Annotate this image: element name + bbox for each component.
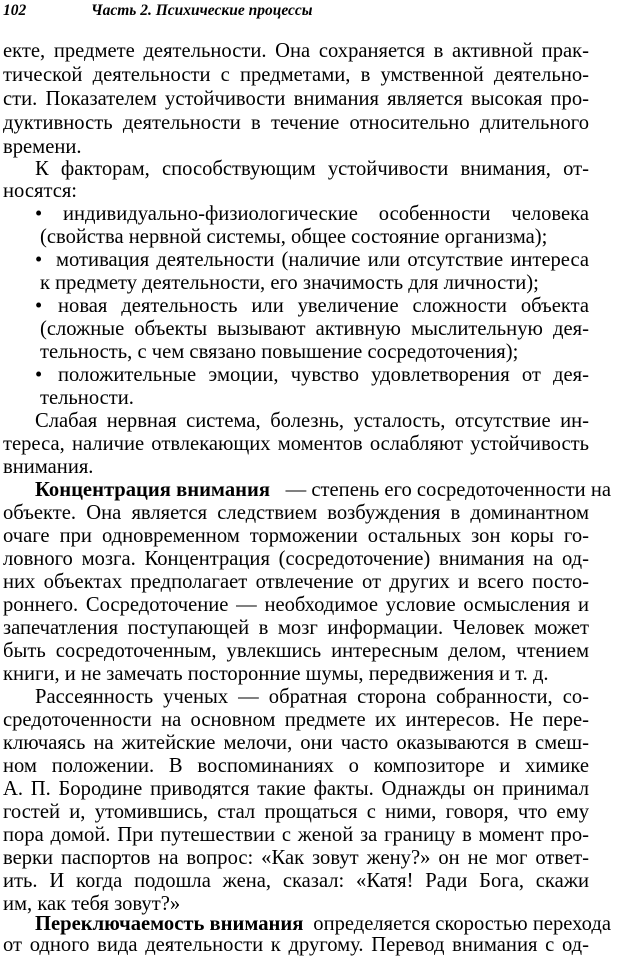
text-line: пора домой. При путешествии с женой за границу в момент про- [3,824,589,846]
running-header [3,2,443,24]
text-line: от одного вида деятельности к другому. Перевод внимания с од- [3,934,589,956]
text-line: времени. [3,136,82,158]
text-line: сти. Показателем устойчивости внимания является высокая про- [3,88,589,110]
text-line: ном положении. В воспоминаниях о композиторе и химике [3,755,589,777]
text-line: объекте. Она является следствием возбуждения в доминантном [3,502,589,524]
term-definition: определяется скоростью перехода [313,913,611,935]
text-line: тереса, наличие отвлекающих моментов ослабляют устойчивость [3,433,589,455]
text-line: К факторам, способствующим устойчивости внимания, от- [35,158,589,180]
term-definition: — степень его сосредоточенности на [285,479,611,501]
text-line: ектe, предмете деятельности. Она сохраняется в активной прак- [3,40,589,62]
text-line: А. П. Бородине приводятся такие факты. Однажды он принимал [3,778,589,800]
text-line: тической деятельности с предметами, в умственной деятельно- [3,64,589,86]
bullet-marker: • [35,203,43,225]
text-line: ловного мозга. Концентрация (сосредоточение) внимания на од- [3,548,589,570]
bullet-marker: • [35,249,43,271]
term-concentration: Концентрация внимания [35,479,270,501]
text-line: ить. И когда подошла жена, сказал: «Катя! Ради Бога, скажи [3,870,589,892]
text-line: гостей и, утомившись, стал прощаться с ними, говоря, что ему [3,801,589,823]
text-line: им, как тебя зовут?» [3,893,181,915]
text-line: запечатления поступающей в мозг информации. Человек может [3,617,589,639]
text-line: внимания. [3,456,94,478]
bullet-marker: • [35,295,43,317]
list-item-line: тельности. [40,387,134,409]
text-line: носятся: [3,180,78,202]
text-line: дуктивность деятельности в течение относительно длительного [3,112,589,134]
text-line [35,479,611,501]
text-line: книги, и не замечать посторонние шумы, передвижения и т. д. [3,663,549,685]
bullet-marker: • [35,364,43,386]
text-line: верки паспортов на вопрос: «Как зовут жену?» он не мог ответ- [3,847,589,869]
text-line: роннего. Сосредоточение — необходимое условие осмысления и [3,594,589,616]
text-line: Слабая нервная система, болезнь, усталость, отсутствие ин- [35,410,589,432]
text-line: быть сосредоточенным, увлекшись интересным делом, чтением [3,640,589,662]
running-title: Часть 2. Психические процессы [91,2,313,19]
list-item-line: к предмету деятельности, его значимость для личности); [40,272,539,294]
text-line: ключаясь на житейские мелочи, они часто оказываются в смеш- [3,732,589,754]
list-item-line: мотивация деятельности (наличие или отсутствие интереса [56,249,589,271]
list-item-line: новая деятельность или увеличение сложности объекта [58,295,589,317]
term-switchability: Переключаемость внимания [35,913,304,935]
text-line: Рассеянность ученых — обратная сторона собранности, со- [35,686,589,708]
list-item-line: (свойства нервной системы, общее состояние организма); [40,226,548,248]
list-item-line: тельность, с чем связано повышение сосредоточения); [40,341,519,363]
text-line: средоточенности на основном предмете их интересов. Не пере- [3,709,589,731]
text-line: очаге при одновременном торможении остальных зон коры го- [3,525,589,547]
list-item-line: (сложные объекты вызывают активную мыслительную дея- [40,318,589,340]
page-number: 102 [3,2,27,19]
text-line [35,913,611,935]
list-item-line: индивидуально-физиологические особенности человека [63,203,589,225]
list-item-line: положительные эмоции, чувство удовлетворения от дея- [58,364,589,386]
text-line: них объектах предполагает отвлечение от других и всего посто- [3,571,589,593]
